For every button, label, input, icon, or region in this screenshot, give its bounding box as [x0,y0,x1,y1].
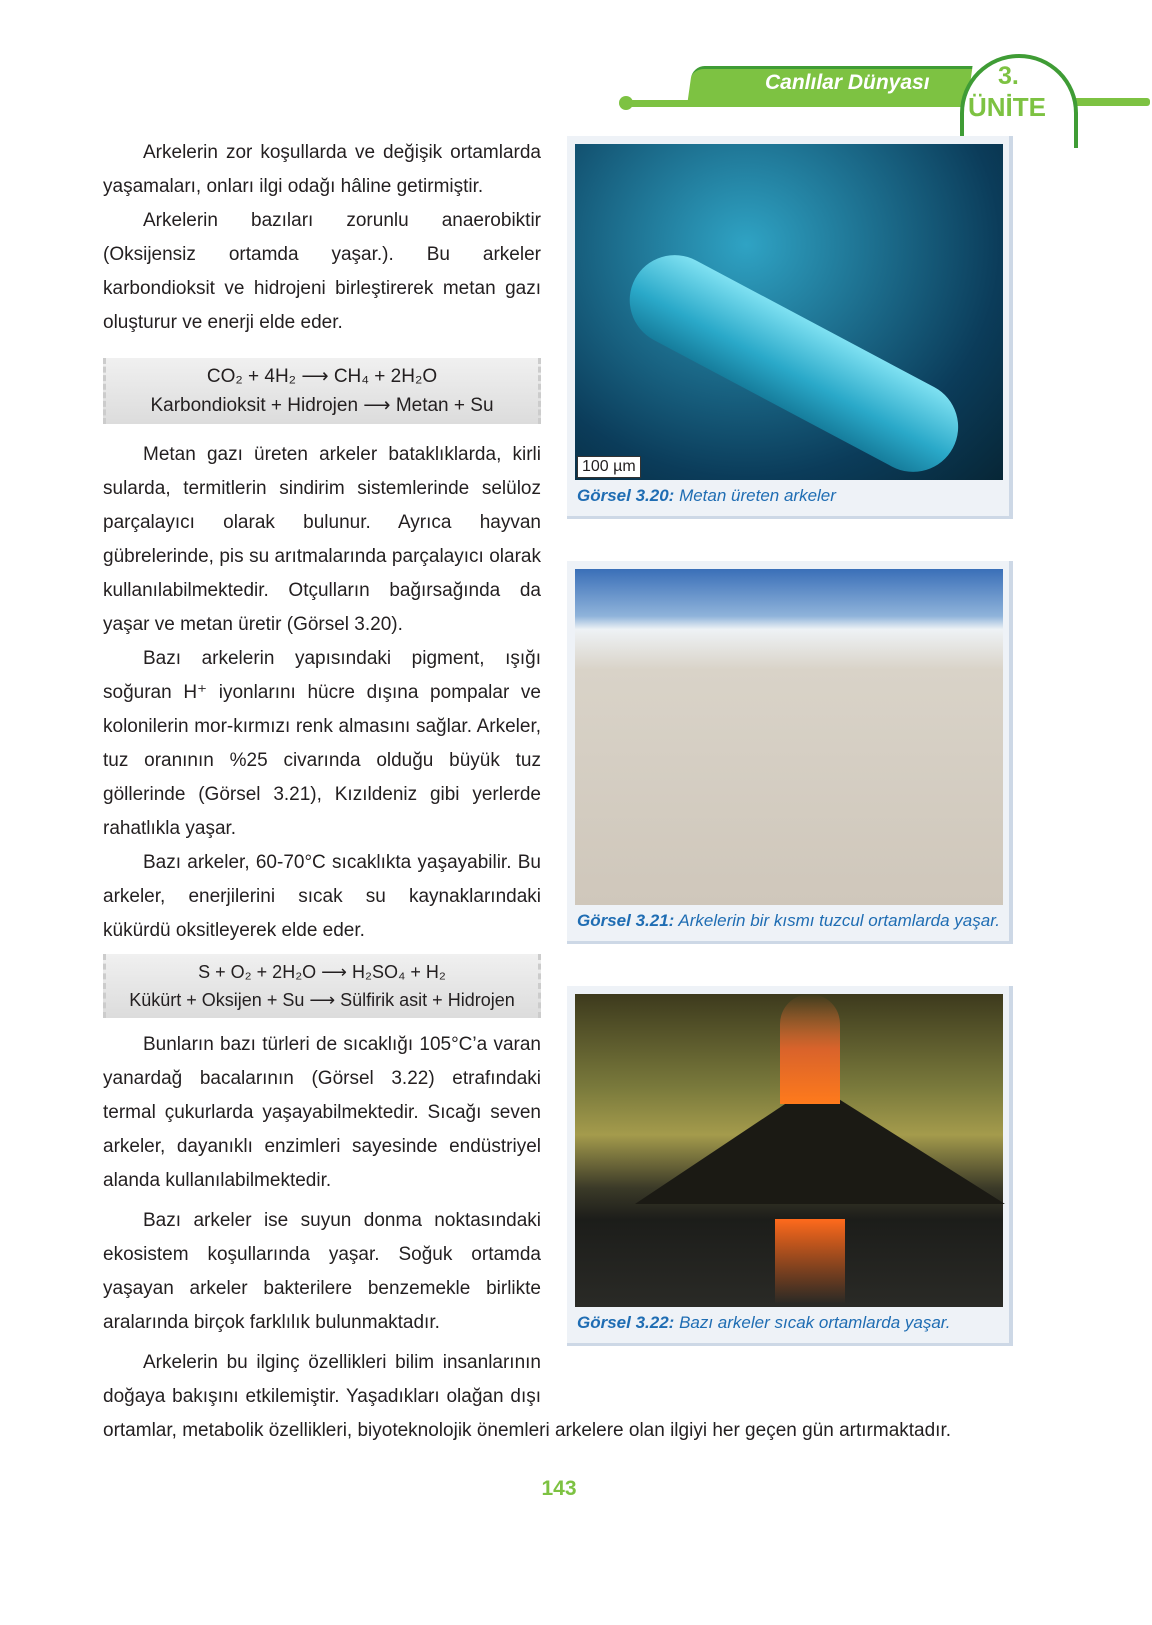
chapter-title: Canlılar Dünyası [765,71,930,94]
paragraph: Metan gazı üreten arkeler bataklıklarda, kirli sularda, termitlerin sindirim sistemlerinde selüloz parçalayıcı olarak bulunur. Ayrıca hayvan gübrelerinde, pis su arıtmalarında parçalayıcı olarak kullanılabilmektedir. Otçulların bağırsağında da yaşar ve metan üretir (Görsel 3.20). [103,444,541,635]
figure-caption [575,480,1003,510]
figure-label: Görsel 3.21: [577,911,675,930]
paragraph: Bazı arkeler, 60-70°C sıcaklıkta yaşayabilir. Bu arkeler, enerjilerini sıcak su kaynaklarındaki kükürdü oksitleyerek elde eder. [103,852,541,941]
unit-number: 3. [998,62,1019,90]
equation-formula: CO₂ + 4H₂ ⟶ CH₄ + 2H₂O [206,366,438,387]
unit-label: ÜNİTE [968,92,1046,122]
paragraph: Bazı arkeler ise suyun donma noktasındaki ekosistem koşullarında yaşar. Soğuk ortamda yaşayan arkeler bakterilere benzemekle birlikte aralarında birçok farklılık bulunmaktadır. [103,1210,541,1333]
figure-column [567,136,1013,1381]
paragraph: Arkelerin bu ilginç özellikleri bilim insanlarının doğaya bakışını etkilemiştir. Yaşadıkları olağan dışı ortamlar, metabolik özellikleri, biyoteknolojik önemleri arkelere olan ilgiyi her geçen gün artırmaktadır. [103,1352,952,1441]
figure-3-21 [567,561,1013,944]
figure-label: Görsel 3.22: [577,1313,675,1332]
paragraph: Bazı arkelerin yapısındaki pigment, ışığı soğuran H⁺ iyonlarını hücre dışına pompalar ve kolonilerin mor-kırmızı renk almasını sağlar. Arkeler, tuz oranının %25 civarında olduğu büyük tuz göllerinde (Görsel 3.21), Kızıldeniz gibi yerlerde rahatlıkla yaşar. [103,648,541,839]
volcano-image [575,994,1003,1307]
equation-words: Karbondioksit + Hidrojen ⟶ Metan + Su [150,395,494,416]
salt-flat-image [575,569,1003,905]
lava-plume [780,994,840,1104]
figure-caption [575,1307,1003,1337]
equation-formula: S + O₂ + 2H₂O ⟶ H₂SO₄ + H₂ [198,962,446,982]
caption-text: Metan üreten arkeler [679,486,836,505]
paragraph: Arkelerin bazıları zorunlu anaerobiktir (Oksijensiz ortamda yaşar.). Bu arkeler karbondioksit ve hidrojeni birleştirerek metan gazı oluşturur ve enerji elde eder. [103,210,541,333]
equation-box-sulfur [103,954,541,1018]
archaea-image [575,144,1003,480]
equation-words: Kükürt + Oksijen + Su ⟶ Sülfirik asit + Hidrojen [129,990,515,1010]
equation-box-methane [103,358,541,424]
paragraph: Bunların bazı türleri de sıcaklığı 105°C’a varan yanardağ bacalarının (Görsel 3.22) etrafındaki termal çukurlarda yaşayabilmektedir. Sıcağı seven arkeler, dayanıklı enzimleri sayesinde endüstriyel alanda kullanılabilmektedir. [103,1034,541,1191]
body-text [103,136,1013,1448]
archaea-cell [614,239,974,487]
lava-reflection [775,1219,845,1304]
caption-text: Arkelerin bir kısmı tuzcul ortamlarda yaşar. [678,911,1000,930]
paragraph: Arkelerin zor koşullarda ve değişik ortamlarda yaşamaları, onları ilgi odağı hâline getirmiştir. [103,142,541,197]
figure-caption [575,905,1003,935]
figure-3-20 [567,136,1013,519]
page-number: 143 [541,1477,577,1500]
caption-text: Bazı arkeler sıcak ortamlarda yaşar. [679,1313,951,1332]
scale-bar: 100 µm [577,456,641,478]
figure-3-22 [567,986,1013,1346]
figure-label: Görsel 3.20: [577,486,675,505]
